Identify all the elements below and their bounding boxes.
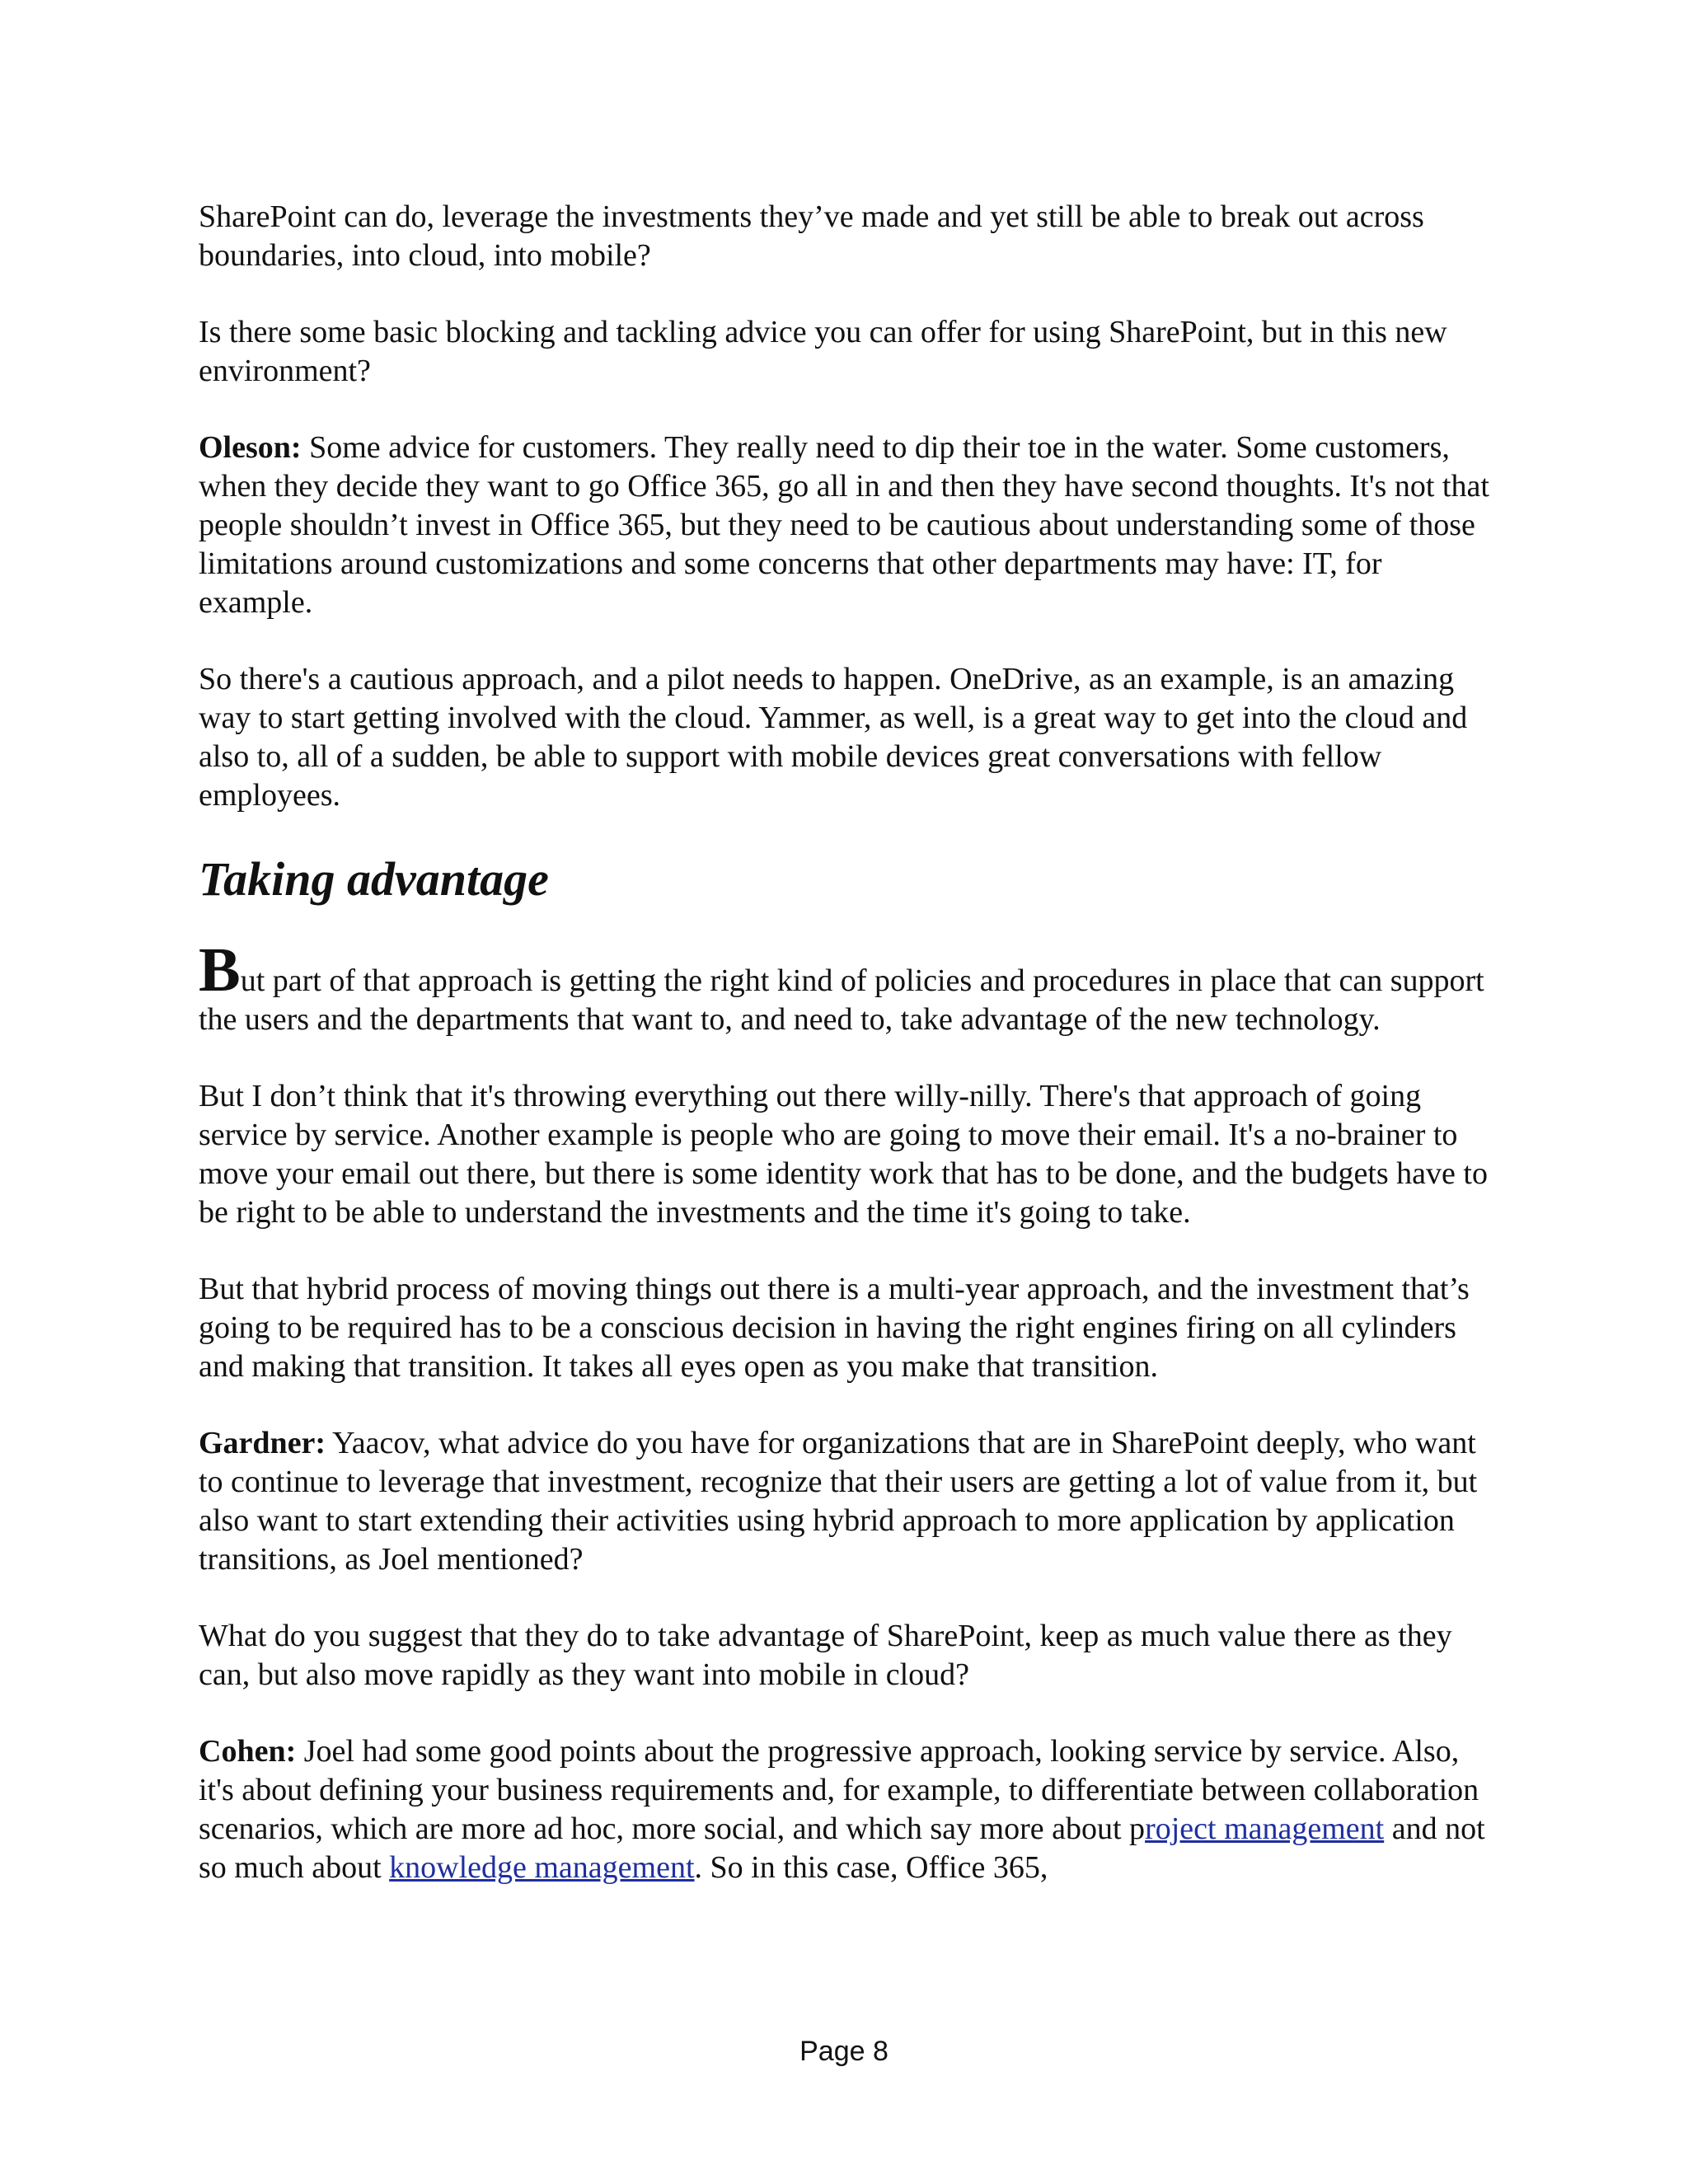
- paragraph-text: Yaacov, what advice do you have for organizations that are in SharePoint deeply, who want to continue to leverage that investment, recognize that their users are getting a lot of value from it, but also want to start extending their activities using hybrid approach to more application by application transitions, as Joel mentioned?: [199, 1426, 1478, 1577]
- paragraph: [199, 935, 1501, 1039]
- paragraph-text: . So in this case, Office 365,: [694, 1850, 1048, 1885]
- speaker-name: Oleson:: [199, 430, 302, 465]
- drop-cap: B: [199, 935, 241, 1005]
- paragraph: [199, 1424, 1501, 1579]
- project-management-link[interactable]: roject management: [1145, 1811, 1385, 1846]
- paragraph-text: What do you suggest that they do to take advantage of SharePoint, keep as much value there as they can, but also move rapidly as they want into mobile in cloud?: [199, 1619, 1452, 1692]
- document-body: [199, 198, 1501, 1925]
- speaker-name: Gardner:: [199, 1426, 326, 1460]
- paragraph-text: Joel had some good points about the progressive approach, looking service by service. Also, it's about defining your business requirements and, for example, to differentiate between collaboration scenarios, which are more ad hoc, more social, and which say more about p: [199, 1734, 1479, 1846]
- paragraph: [199, 1077, 1501, 1232]
- paragraph-text: SharePoint can do, leverage the investments they’ve made and yet still be able to break out across boundaries, into cloud, into mobile?: [199, 199, 1424, 273]
- paragraph: [199, 198, 1501, 275]
- paragraph: [199, 660, 1501, 815]
- paragraph-text: So there's a cautious approach, and a pilot needs to happen. OneDrive, as an example, is an amazing way to start getting involved with the cloud. Yammer, as well, is a great way to get into the cloud and also to, all of a sudden, be able to support with mobile devices great conversations with fellow employees.: [199, 662, 1468, 813]
- paragraph: [199, 1617, 1501, 1694]
- paragraph-text: Is there some basic blocking and tackling advice you can offer for using SharePoint, but in this new environment?: [199, 315, 1447, 388]
- paragraph: [199, 1270, 1501, 1386]
- knowledge-management-link[interactable]: knowledge management: [389, 1850, 695, 1885]
- paragraph: [199, 313, 1501, 391]
- speaker-name: Cohen:: [199, 1734, 297, 1769]
- paragraph-text: But I don’t think that it's throwing everything out there willy-nilly. There's that approach of going service by service. Another example is people who are going to move their email. It's a no-brainer to move your email out there, but there is some identity work that has to be done, and the budgets have to be right to be able to understand the investments and the time it's going to take.: [199, 1079, 1488, 1230]
- paragraph-text: and not so much about: [199, 1811, 1485, 1885]
- paragraph-text: Some advice for customers. They really need to dip their toe in the water. Some customers, when they decide they want to go Office 365, go all in and then they have second thoughts. It's not that people shouldn’t invest in Office 365, but they need to be cautious about understanding some of those limitations around customizations and some concerns that other departments may have: IT, for example.: [199, 430, 1489, 620]
- paragraph: [199, 429, 1501, 622]
- paragraph-text: ut part of that approach is getting the right kind of policies and procedures in place that can support the users and the departments that want to, and need to, take advantage of the new technology.: [199, 963, 1484, 1037]
- paragraph-text: But that hybrid process of moving things out there is a multi-year approach, and the investment that’s going to be required has to be a conscious decision in having the right engines firing on all cylinders and making that transition. It takes all eyes open as you make that transition.: [199, 1272, 1470, 1384]
- paragraph: [199, 1732, 1501, 1887]
- section-heading: Taking advantage: [199, 852, 549, 906]
- page-number: Page 8: [799, 2036, 889, 2067]
